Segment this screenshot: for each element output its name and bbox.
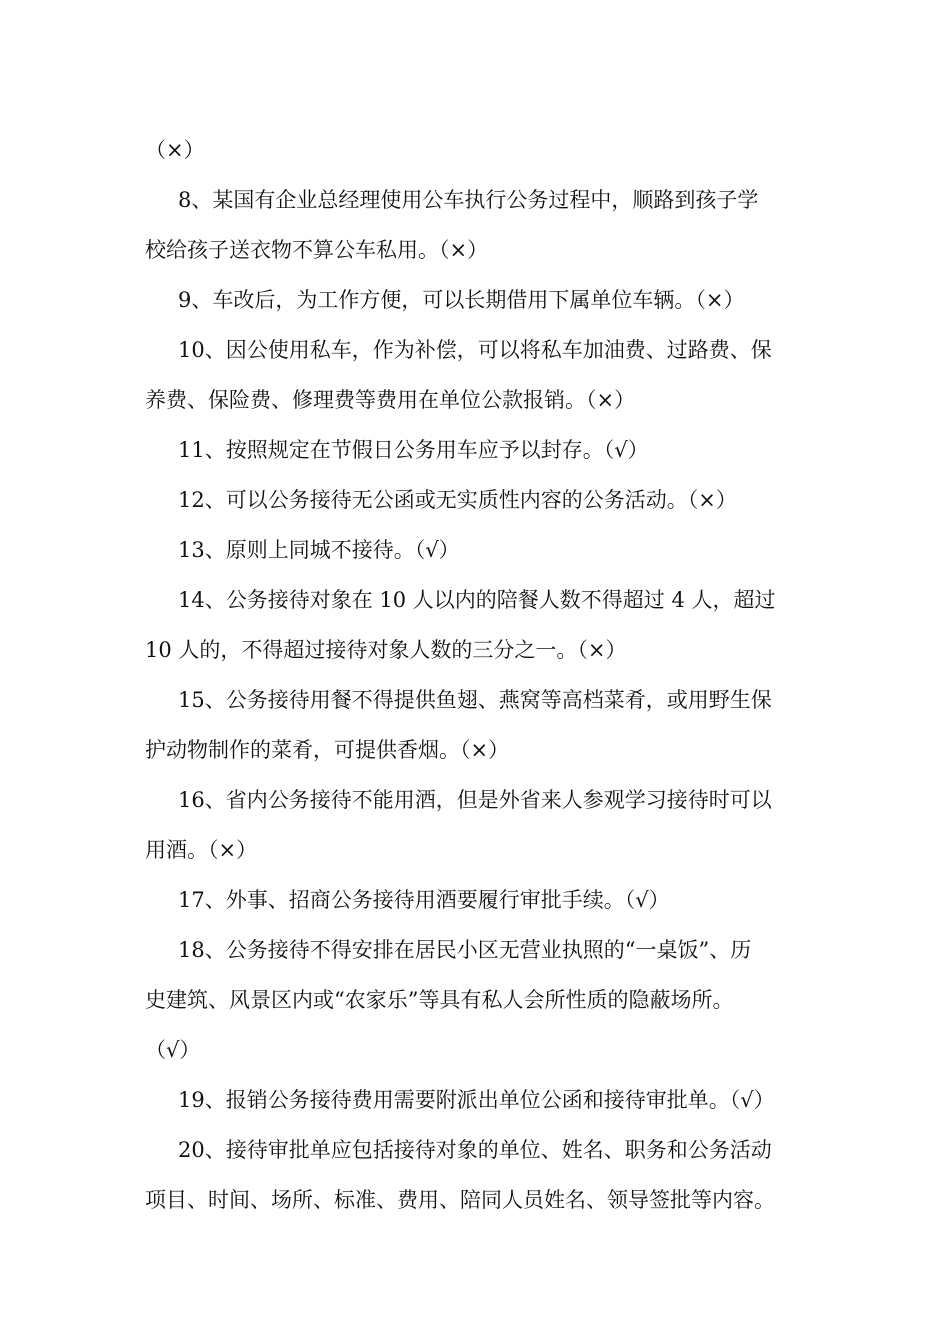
text-line-6: 养费、保险费、修理费等费用在单位公款报销。（×） bbox=[145, 388, 636, 412]
text-line-20: 19、报销公务接待费用需要附派出单位公函和接待审批单。（√） bbox=[178, 1088, 775, 1112]
text-line-10: 14、公务接待对象在 10 人以内的陪餐人数不得超过 4 人，超过 bbox=[178, 588, 776, 612]
text-line-8: 12、可以公务接待无公函或无实质性内容的公务活动。（×） bbox=[178, 488, 737, 512]
text-line-15: 用酒。（×） bbox=[145, 838, 258, 862]
text-line-2: 8、某国有企业总经理使用公车执行公务过程中，顺路到孩子学 bbox=[178, 188, 759, 212]
text-line-1: （×） bbox=[145, 138, 205, 162]
text-line-21: 20、接待审批单应包括接待对象的单位、姓名、职务和公务活动 bbox=[178, 1138, 772, 1162]
text-line-16: 17、外事、招商公务接待用酒要履行审批手续。（√） bbox=[178, 888, 670, 912]
text-line-13: 护动物制作的菜肴，可提供香烟。（×） bbox=[145, 738, 510, 762]
text-line-14: 16、省内公务接待不能用酒，但是外省来人参观学习接待时可以 bbox=[178, 788, 772, 812]
text-line-9: 13、原则上同城不接待。（√） bbox=[178, 538, 460, 562]
text-line-3: 校给孩子送衣物不算公车私用。（×） bbox=[145, 238, 489, 262]
text-line-11: 10 人的，不得超过接待对象人数的三分之一。（×） bbox=[145, 638, 627, 662]
text-line-5: 10、因公使用私车，作为补偿，可以将私车加油费、过路费、保 bbox=[178, 338, 772, 362]
text-line-12: 15、公务接待用餐不得提供鱼翅、燕窝等高档菜肴，或用野生保 bbox=[178, 688, 772, 712]
text-line-22: 项目、时间、场所、标准、费用、陪同人员姓名、领导签批等内容。 bbox=[145, 1188, 775, 1212]
text-line-4: 9、车改后，为工作方便，可以长期借用下属单位车辆。（×） bbox=[178, 288, 745, 312]
text-line-7: 11、按照规定在节假日公务用车应予以封存。（√） bbox=[178, 438, 649, 462]
text-line-18: 史建筑、风景区内或“农家乐”等具有私人会所性质的隐蔽场所。 bbox=[145, 988, 734, 1012]
text-line-17: 18、公务接待不得安排在居民小区无营业执照的“一桌饭”、历 bbox=[178, 938, 752, 962]
text-line-19: （√） bbox=[145, 1038, 201, 1062]
